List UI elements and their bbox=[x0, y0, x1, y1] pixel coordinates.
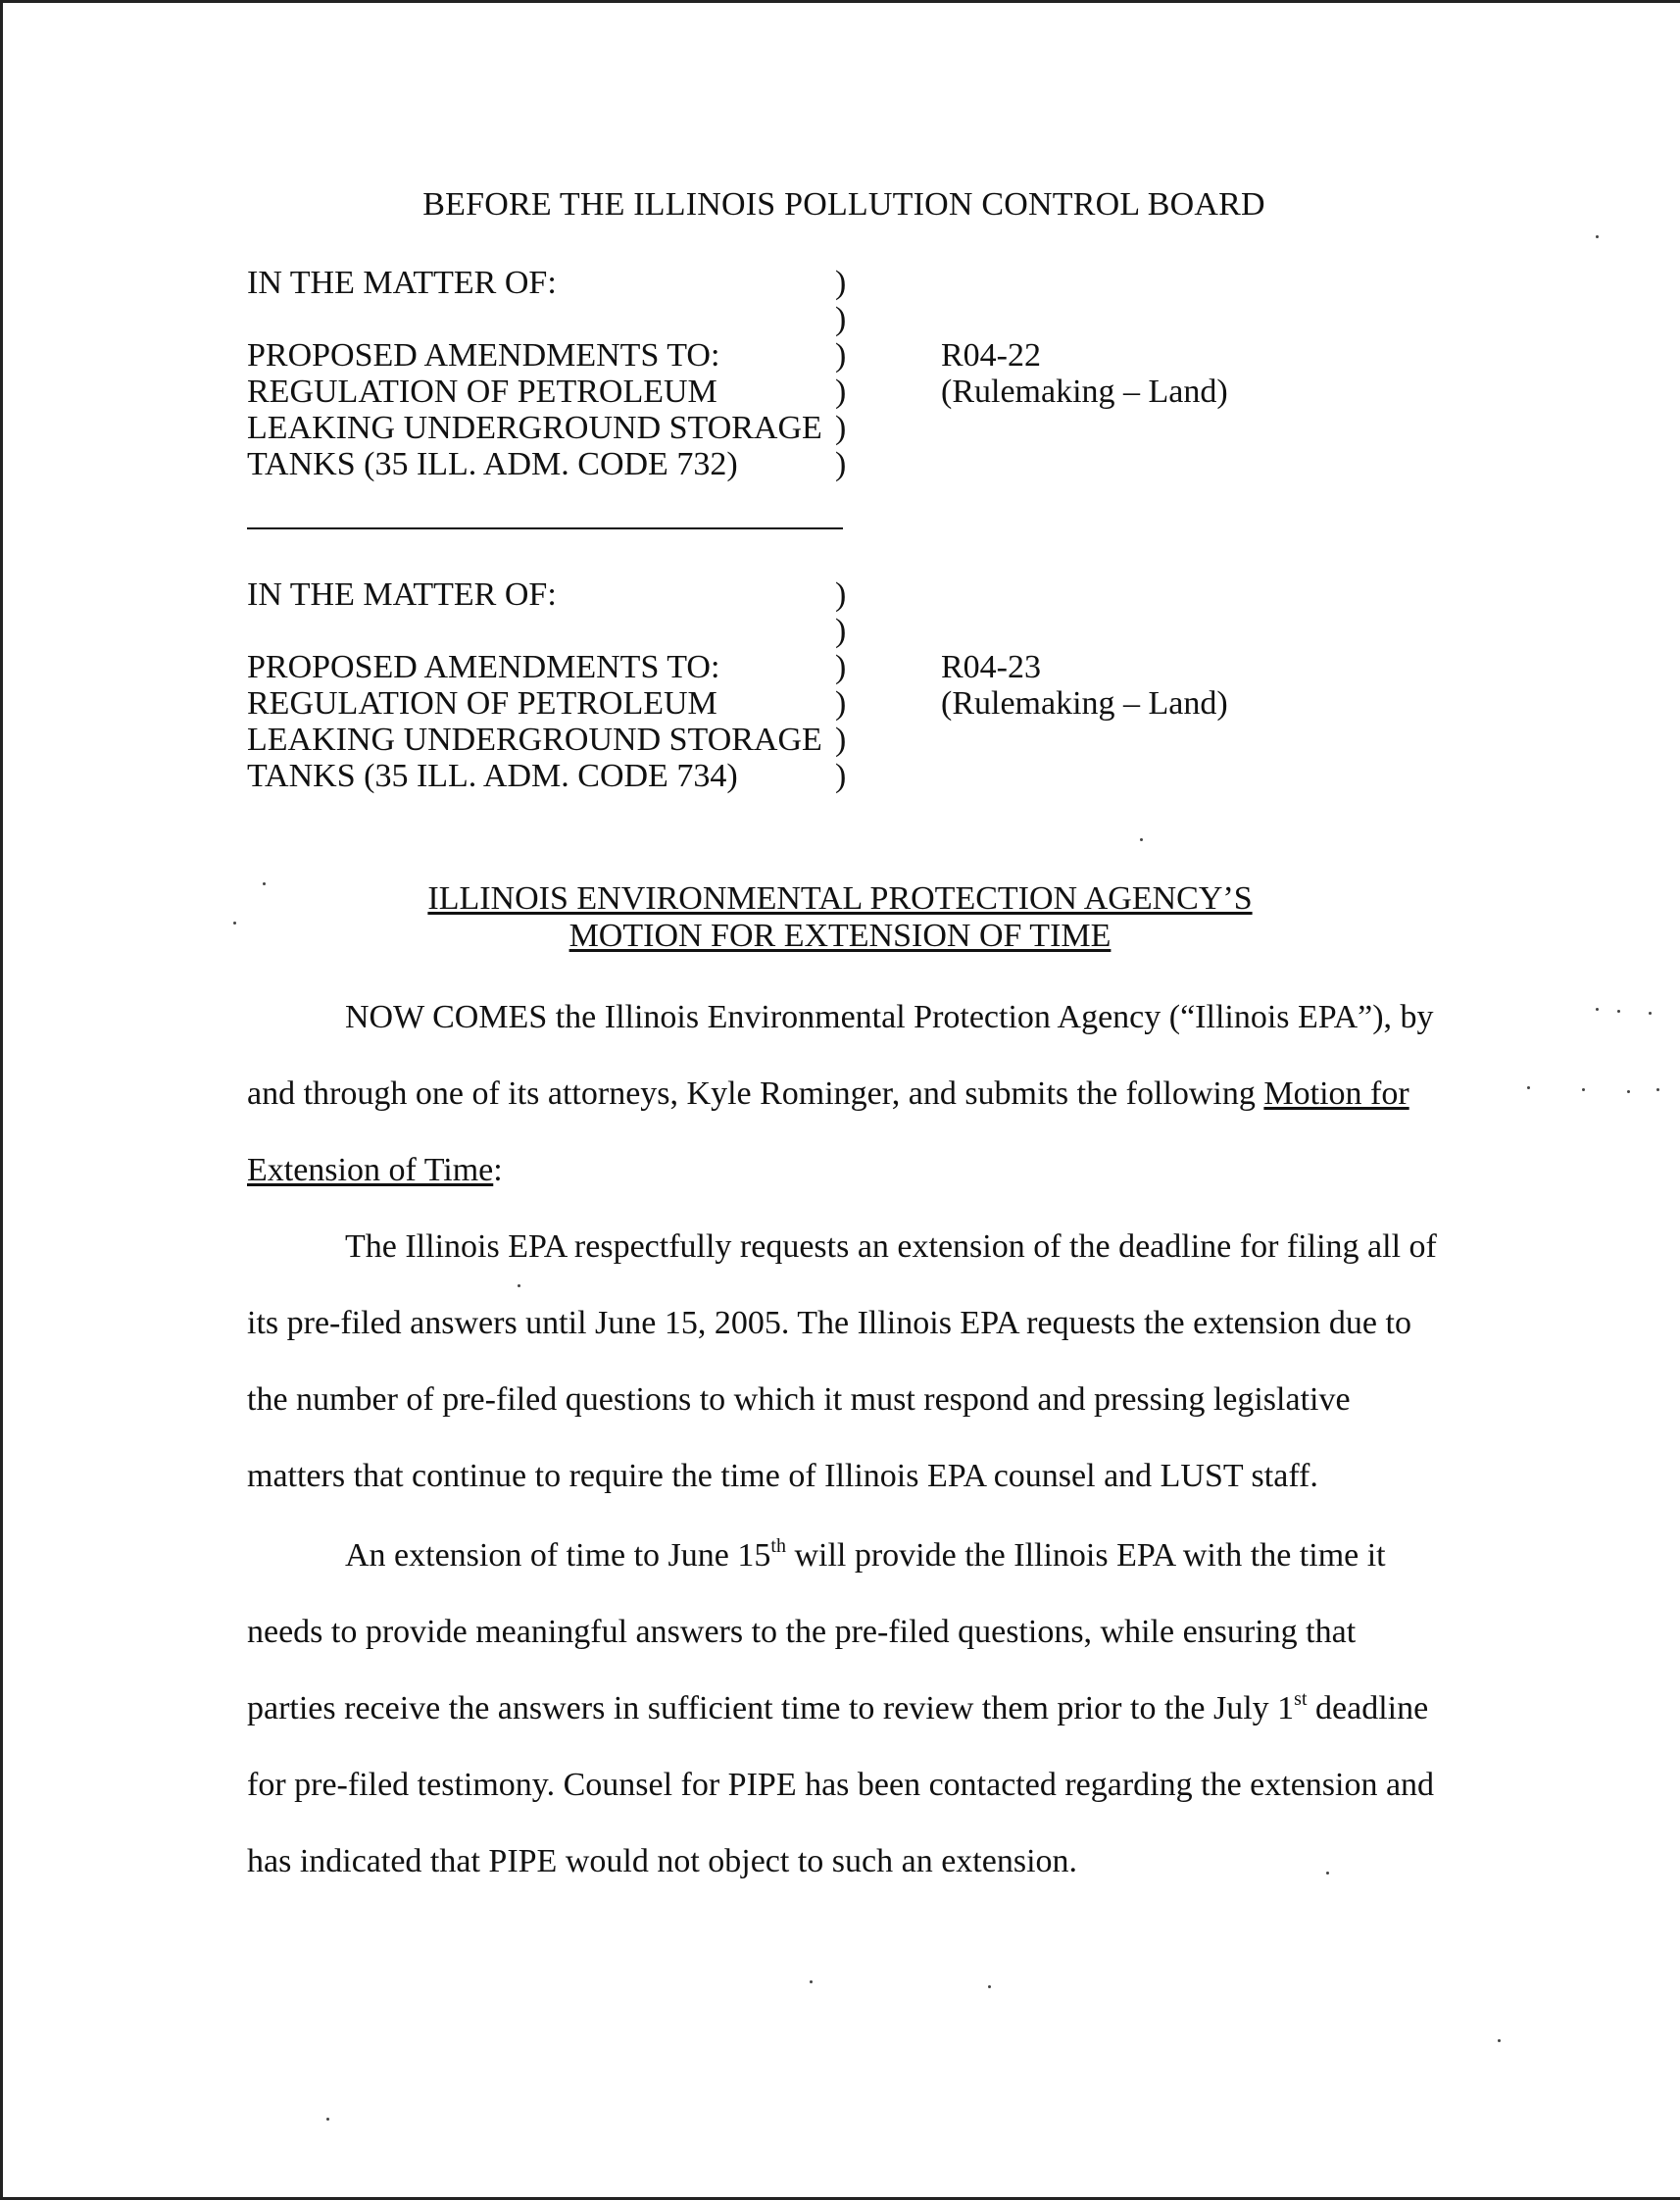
caption-line: REGULATION OF PETROLEUM bbox=[247, 685, 717, 722]
paragraph-line: parties receive the answers in sufficient time to review them prior to the July 1st deadline bbox=[247, 1688, 1429, 1726]
paragraph-line: needs to provide meaningful answers to the pre-filed questions, while ensuring that bbox=[247, 1614, 1357, 1650]
caption-line: TANKS (35 ILL. ADM. CODE 734) bbox=[247, 758, 738, 794]
scan-speck bbox=[1140, 838, 1143, 841]
paragraph-line: The Illinois EPA respectfully requests an extension of the deadline for filing all of bbox=[345, 1228, 1437, 1265]
paragraph-justification bbox=[247, 1536, 1443, 1919]
scan-border-left bbox=[0, 0, 3, 2200]
caption-line: IN THE MATTER OF: bbox=[247, 265, 557, 301]
scan-speck bbox=[1596, 235, 1599, 238]
scan-speck bbox=[1649, 1012, 1652, 1015]
scan-speck bbox=[810, 1980, 813, 1983]
scan-speck bbox=[1326, 1872, 1329, 1875]
caption-line: REGULATION OF PETROLEUM bbox=[247, 374, 717, 410]
motion-title-line-2: MOTION FOR EXTENSION OF TIME bbox=[568, 918, 1112, 954]
case-caption-r04-23: IN THE MATTER OF: ) ) PROPOSED AMENDMENTS TO: ) R04-23 REGULATION OF PETROLEUM ) (Rulemaking – Land) LEAKING UNDERGROUND STORAGE ) TANKS (35 ILL. ADM. CODE 734) ) bbox=[247, 576, 1228, 794]
caption-divider bbox=[247, 527, 843, 529]
paragraph-line: Extension of Time: bbox=[247, 1152, 503, 1188]
caption-line: PROPOSED AMENDMENTS TO: bbox=[247, 649, 720, 685]
docket-type: (Rulemaking – Land) bbox=[941, 374, 1228, 410]
paragraph-line: the number of pre-filed questions to which it must respond and pressing legislative bbox=[247, 1381, 1351, 1418]
paragraph-intro bbox=[247, 998, 1443, 1227]
motion-reference: Extension of Time bbox=[247, 1152, 494, 1188]
paragraph-line: has indicated that PIPE would not object to such an extension. bbox=[247, 1843, 1078, 1879]
caption-line: IN THE MATTER OF: bbox=[247, 576, 557, 613]
scan-speck bbox=[263, 882, 266, 885]
scan-speck bbox=[1527, 1086, 1530, 1089]
docket-number: R04-23 bbox=[941, 649, 1041, 685]
scan-speck bbox=[326, 2118, 329, 2121]
scan-speck bbox=[1656, 1088, 1659, 1091]
docket-type: (Rulemaking – Land) bbox=[941, 685, 1228, 722]
scan-speck bbox=[1498, 2039, 1501, 2042]
paragraph-line: its pre-filed answers until June 15, 2005. The Illinois EPA requests the extension due to bbox=[247, 1305, 1411, 1341]
paragraph-request bbox=[247, 1227, 1443, 1533]
motion-title bbox=[0, 880, 1680, 955]
board-heading: BEFORE THE ILLINOIS POLLUTION CONTROL BOARD bbox=[422, 186, 1265, 223]
docket-number: R04-22 bbox=[941, 337, 1041, 374]
scan-speck bbox=[518, 1284, 520, 1287]
motion-title-line-1: ILLINOIS ENVIRONMENTAL PROTECTION AGENCY’S bbox=[427, 880, 1253, 917]
scan-speck bbox=[233, 922, 236, 925]
motion-reference: Motion for bbox=[1263, 1075, 1409, 1112]
paragraph-line: An extension of time to June 15th will provide the Illinois EPA with the time it bbox=[345, 1535, 1386, 1574]
scan-speck bbox=[988, 1985, 991, 1988]
paragraph-line: and through one of its attorneys, Kyle Rominger, and submits the following Motion for bbox=[247, 1075, 1409, 1112]
caption-line: TANKS (35 ILL. ADM. CODE 732) bbox=[247, 446, 738, 482]
caption-line: LEAKING UNDERGROUND STORAGE bbox=[247, 410, 822, 446]
scan-speck bbox=[1596, 1008, 1599, 1011]
case-caption-r04-22: IN THE MATTER OF: ) ) PROPOSED AMENDMENTS TO: ) R04-22 REGULATION OF PETROLEUM ) (Rulemaking – Land) LEAKING UNDERGROUND STORAGE ) TANKS (35 ILL. ADM. CODE 732) ) bbox=[247, 265, 1228, 482]
paragraph-line: matters that continue to require the time of Illinois EPA counsel and LUST staff. bbox=[247, 1458, 1318, 1494]
caption-line: LEAKING UNDERGROUND STORAGE bbox=[247, 722, 822, 758]
paragraph-line: for pre-filed testimony. Counsel for PIPE has been contacted regarding the extension and bbox=[247, 1767, 1435, 1803]
scan-speck bbox=[1582, 1088, 1585, 1091]
scan-border-top bbox=[0, 0, 1680, 3]
scan-speck bbox=[1627, 1090, 1630, 1093]
caption-line: PROPOSED AMENDMENTS TO: bbox=[247, 337, 720, 374]
paragraph-line: NOW COMES the Illinois Environmental Protection Agency (“Illinois EPA”), by bbox=[345, 999, 1434, 1035]
scan-speck bbox=[1617, 1010, 1620, 1013]
